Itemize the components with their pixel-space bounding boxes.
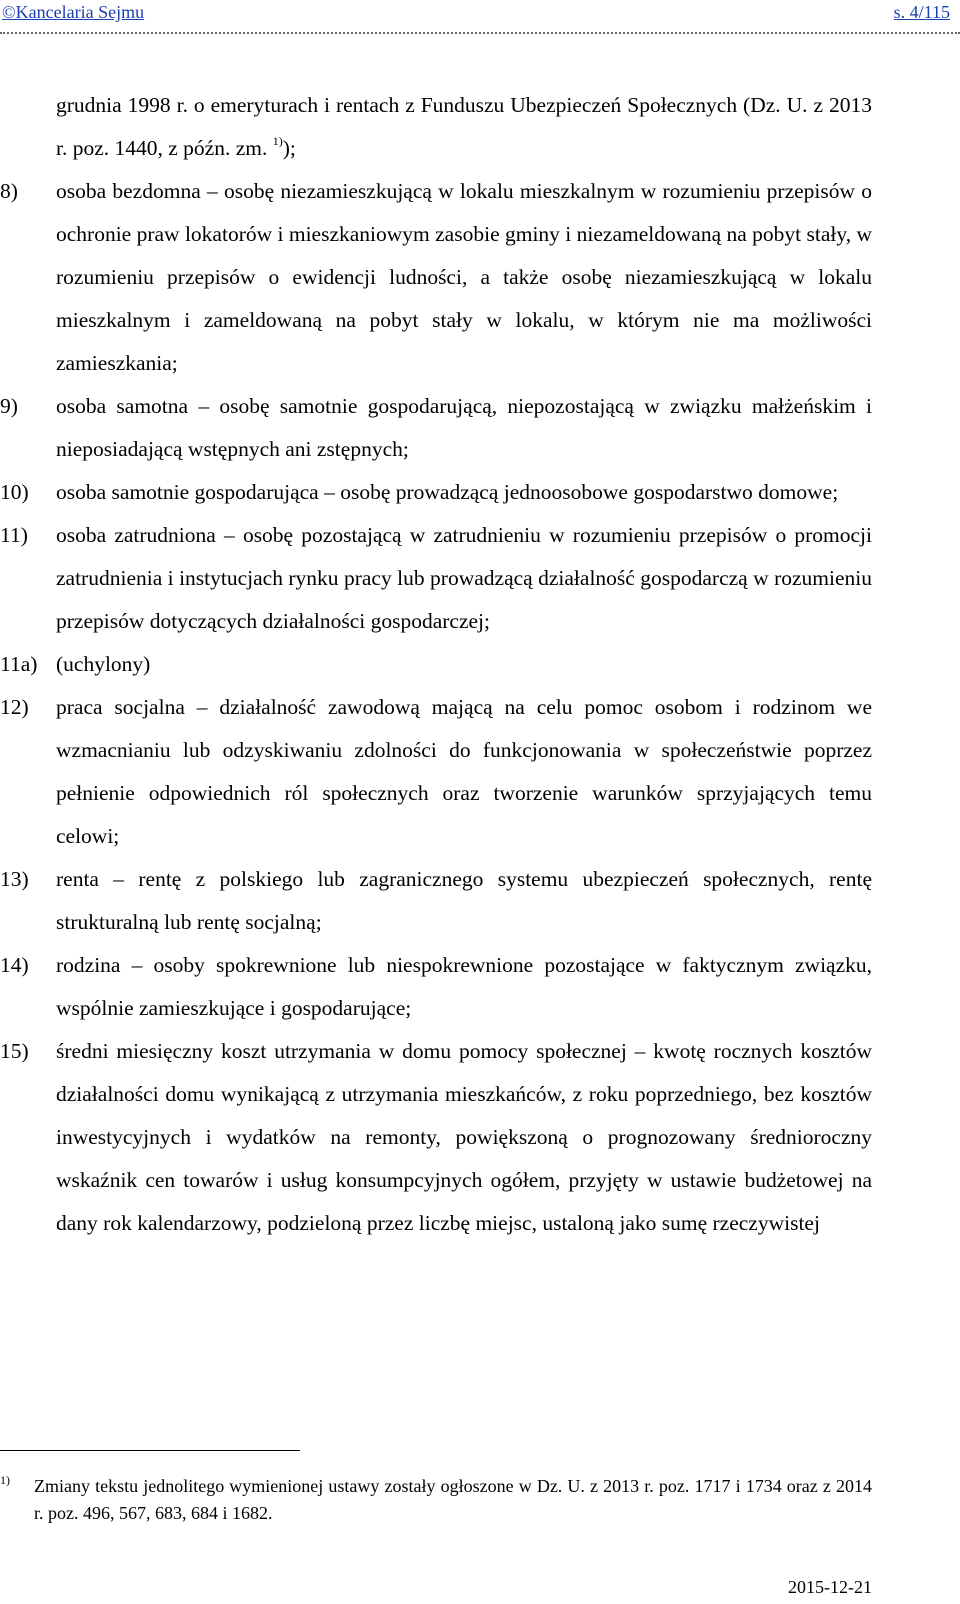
- item-text: osoba zatrudniona – osobę pozostającą w zatrudnieniu w rozumieniu przepisów o promocji zatrudnienia i instytucjach rynku pracy lub prowadzącą działalność gospodarczą w rozumieniu przepisów dotyczących działalności gospodarczej;: [56, 523, 872, 633]
- list-item-14: [0, 944, 872, 1030]
- item-text: rodzina – osoby spokrewnione lub niespokrewnione pozostające w faktycznym związku, wspólnie zamieszkujące i gospodarujące;: [56, 953, 872, 1020]
- list-item-11a: [0, 643, 872, 686]
- item-text: praca socjalna – działalność zawodową mającą na celu pomoc osobom i rodzinom we wzmacnianiu lub odzyskiwaniu zdolności do funkcjonowania w społeczeństwie poprzez pełnienie odpowiednich ról społecznych oraz tworzenie warunków sprzyjających temu celowi;: [56, 695, 872, 848]
- document-date: 2015-12-21: [788, 1577, 872, 1597]
- header-page-number[interactable]: s. 4/115: [893, 2, 950, 22]
- list-item-8: [0, 170, 872, 385]
- footnote: [0, 1473, 872, 1527]
- item-text: osoba samotna – osobę samotnie gospodarującą, niepozostającą w związku małżeńskim i nieposiadającą wstępnych ani zstępnych;: [56, 394, 872, 461]
- continuation-paragraph: [0, 84, 872, 170]
- item-text: średni miesięczny koszt utrzymania w domu pomocy społecznej – kwotę rocznych kosztów działalności domu wynikającą z utrzymania mieszkańców, z roku poprzedniego, bez kosztów inwestycyjnych i wydatków na remonty, powiększoną o prognozowany średnioroczny wskaźnik cen towarów i usług konsumpcyjnych ogółem, przyjęty w ustawie budżetowej na dany rok kalendarzowy, podzieloną przez liczbę miejsc, ustaloną jako sumę rzeczywistej: [56, 1039, 872, 1235]
- list-item-13: [0, 858, 872, 944]
- item-number: 9): [0, 394, 18, 418]
- continuation-text: grudnia 1998 r. o emeryturach i rentach z Funduszu Ubezpieczeń Społecznych (Dz. U. z 2013 r. poz. 1440, z późn. zm.: [56, 93, 872, 160]
- list-item-15: [0, 1030, 872, 1245]
- footnote-mark: 1): [0, 1473, 10, 1487]
- item-number: 12): [0, 695, 29, 719]
- footnote-divider: [0, 1450, 300, 1451]
- item-number: 13): [0, 867, 29, 891]
- header-source-link[interactable]: ©Kancelaria Sejmu: [2, 2, 145, 22]
- item-number: 11): [0, 523, 28, 547]
- list-item-9: [0, 385, 872, 471]
- footnote-reference: 1): [272, 134, 283, 148]
- continuation-tail: );: [282, 136, 296, 160]
- list-item-11: [0, 514, 872, 643]
- item-text: (uchylony): [56, 652, 151, 676]
- item-number: 10): [0, 480, 29, 504]
- page-header: [0, 0, 960, 36]
- item-number: 11a): [0, 652, 38, 676]
- item-text: renta – rentę z polskiego lub zagranicznego systemu ubezpieczeń społecznych, rentę strukturalną lub rentę socjalną;: [56, 867, 872, 934]
- item-number: 15): [0, 1039, 29, 1063]
- header-divider: [0, 32, 960, 34]
- list-item-10: [0, 471, 872, 514]
- item-number: 8): [0, 179, 18, 203]
- item-text: osoba samotnie gospodarująca – osobę prowadzącą jednoosobowe gospodarstwo domowe;: [56, 480, 839, 504]
- item-number: 14): [0, 953, 29, 977]
- item-text: osoba bezdomna – osobę niezamieszkującą w lokalu mieszkalnym w rozumieniu przepisów o ochronie praw lokatorów i mieszkaniowym zasobie gminy i niezameldowaną na pobyt stały, w rozumieniu przepisów o ewidencji ludności, a także osobę niezamieszkującą w lokalu mieszkalnym i zameldowaną na pobyt stały w lokalu, w którym nie ma możliwości zamieszkania;: [56, 179, 872, 375]
- footnote-text: Zmiany tekstu jednolitego wymienionej ustawy zostały ogłoszone w Dz. U. z 2013 r. poz. 1717 i 1734 oraz z 2014 r. poz. 496, 567, 683, 684 i 1682.: [34, 1476, 872, 1523]
- document-body: [0, 84, 872, 1245]
- list-item-12: [0, 686, 872, 858]
